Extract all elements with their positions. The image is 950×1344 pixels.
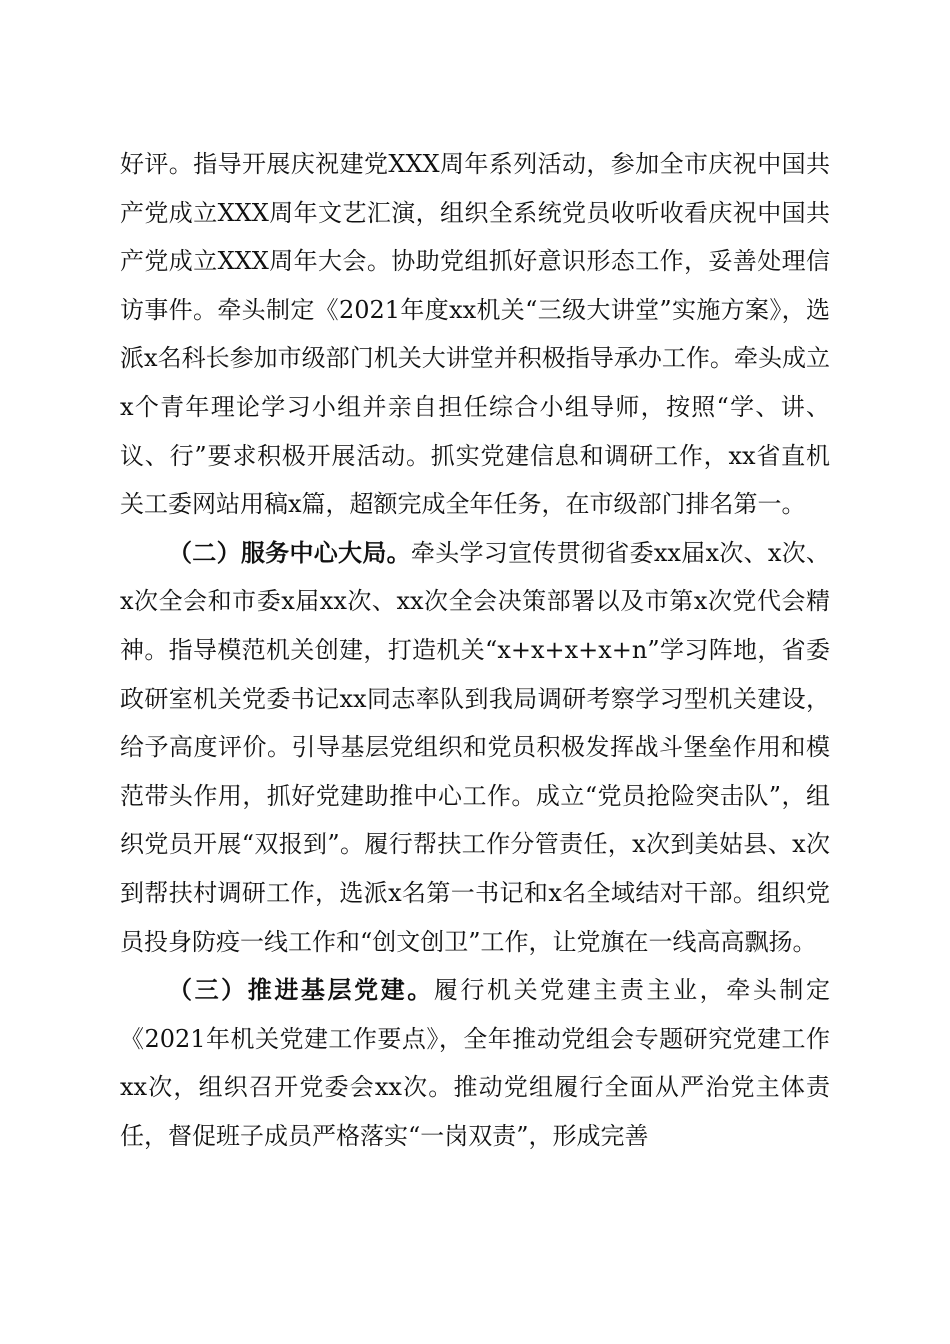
document-body (120, 140, 830, 1160)
paragraph-continuation (120, 140, 830, 529)
paragraph-grassroots-party (120, 966, 830, 1160)
section-heading-2: （二）服务中心大局。 (168, 538, 411, 567)
paragraph-text: 牵头学习宣传贯彻省委xx届x次、x次、x次全会和市委x届xx次、xx次全会决策部署以及市第x次党代会精神。指导模范机关创建，打造机关“x+x+x+x+n”学习阵地，省委政研室机关党委书记xx同志率队到我局调研考察学习型机关建设，给予高度评价。引导基层党组织和党员积极发挥战斗堡垒作用和模范带头作用，抓好党建助推中心工作。成立“党员抢险突击队”，组织党员开展“双报到”。履行帮扶工作分管责任，x次到美姑县、x次到帮扶村调研工作，选派x名第一书记和x名全域结对干部。组织党员投身防疫一线工作和“创文创卫”工作，让党旗在一线高高飘扬。 (120, 538, 831, 956)
paragraph-service-center (120, 529, 830, 966)
section-heading-3: （三）推进基层党建。 (168, 976, 434, 1005)
paragraph-text: 履行机关党建主责主业，牵头制定《2021年机关党建工作要点》，全年推动党组会专题研究党建工作xx次，组织召开党委会xx次。推动党组履行全面从严治党主体责任，督促班子成员严格落实“一岗双责”，形成完善 (120, 976, 831, 1150)
paragraph-text: 好评。指导开展庆祝建党XXX周年系列活动，参加全市庆祝中国共产党成立XXX周年文艺汇演，组织全系统党员收听收看庆祝中国共产党成立XXX周年大会。协助党组抓好意识形态工作，妥善处理信访事件。牵头制定《2021年度xx机关“三级大讲堂”实施方案》，选派x名科长参加市级部门机关大讲堂并积极指导承办工作。牵头成立x个青年理论学习小组并亲自担任综合小组导师，按照“学、讲、议、行”要求积极开展活动。抓实党建信息和调研工作，xx省直机关工委网站用稿x篇，超额完成全年任务，在市级部门排名第一。 (120, 150, 830, 519)
